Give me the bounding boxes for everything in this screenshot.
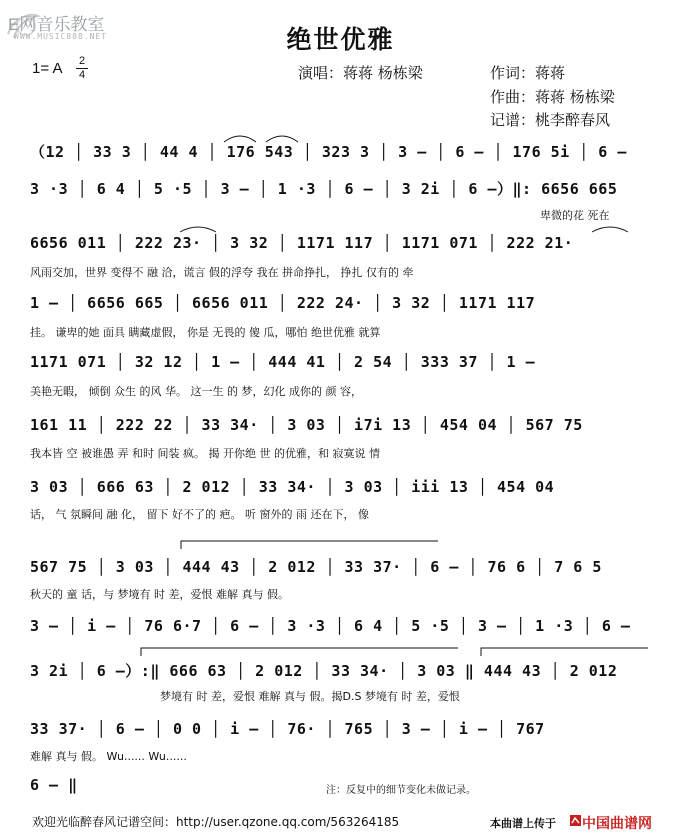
score-line-3-notes: 6656 011 │ 222 23· │ 3 32 │ 1171 117 │ 1171 071 │ 222 21· xyxy=(30,234,574,252)
score-line-5-lyrics: 美艳无暇， 倾倒 众生 的风 华。 这一生 的 梦，幻化 成你的 颜 容， xyxy=(30,385,362,398)
time-signature xyxy=(76,56,88,81)
score-line-4-notes: 1 – │ 6656 665 │ 6656 011 │ 222 24· │ 3 32 │ 1171 117 xyxy=(30,294,536,312)
footnote: 注：反复中的细节变化未做记录。 xyxy=(326,785,476,796)
tie-slur-icon xyxy=(178,222,218,234)
score-line-7-notes: 3 03 │ 666 63 │ 2 012 │ 33 34· │ 3 03 │ iii 13 │ 454 04 xyxy=(30,478,555,496)
volta-bracket-1-icon xyxy=(180,538,440,550)
brand-logo-icon xyxy=(570,815,581,826)
score-line-12-notes: 6 – ‖ xyxy=(30,776,78,794)
tie-slur-icon xyxy=(590,222,630,234)
footer-visit-text: 欢迎光临醉春风记谱空间：http://user.qzone.qq.com/563264185 xyxy=(32,815,400,829)
score-line-3-lyrics: 风雨交加，世界 变得不 融 洽，谎言 假的浮夸 我在 拼命挣扎， 挣扎 仅有的 牵 xyxy=(30,266,414,279)
score-line-6-notes: 161 11 │ 222 22 │ 33 34· │ 3 03 │ i7i 13 │ 454 04 │ 567 75 xyxy=(30,416,583,434)
score-line-2-notes: 3 ·3 │ 6 4 │ 5 ·5 │ 3 – │ 1 ·3 │ 6 – │ 3 2i │ 6 –）‖: 6656 665 xyxy=(30,180,618,198)
triplet-slur-icon xyxy=(222,130,302,144)
score-line-10-notes: 3 2i │ 6 –）:‖ 666 63 │ 2 012 │ 33 34· │ 3 03 ‖ 444 43 │ 2 012 xyxy=(30,662,618,680)
watermark-site-name: E网音乐教室 xyxy=(8,15,105,34)
watermark-site-url: WWW.MUSIC888.NET xyxy=(14,32,108,41)
score-line-7-lyrics: 话， 气 氛瞬间 融 化， 留下 好不了的 疤。 听 窗外的 雨 还在下， 像 xyxy=(30,508,369,521)
score-line-1-notes: （12 │ 33 3 │ 44 4 │ 176 543 │ 323 3 │ 3 – │ 6 – │ 176 5i │ 6 – xyxy=(30,143,627,161)
brand-name: 中国曲谱网 xyxy=(582,816,652,832)
score-line-8-lyrics: 秋天的 童 话，与 梦境有 时 差，爱恨 难解 真与 假。 xyxy=(30,588,289,601)
time-signature-bottom: 4 xyxy=(78,69,86,81)
transcriber-credit: 记谱：桃李醉春风 xyxy=(490,111,611,129)
score-line-11-notes: 33 37· │ 6 – │ 0 0 │ i – │ 76· │ 765 │ 3 – │ i – │ 767 xyxy=(30,720,545,738)
score-line-4-lyrics: 挂。 谦卑的她 面具 瞒藏虚假， 你是 无畏的 傻 瓜，哪怕 绝世优雅 就算 xyxy=(30,326,381,339)
score-line-2-lyrics: 卑微的花 死在 xyxy=(540,209,610,222)
key-signature: 1= A xyxy=(32,60,63,77)
footer-upload-text: 本曲谱上传于 xyxy=(490,817,556,830)
score-line-8-notes: 567 75 │ 3 03 │ 444 43 │ 2 012 │ 33 37· │ 6 – │ 76 6 │ 7 6 5 xyxy=(30,558,602,576)
composer-credit: 作曲：蒋蒋 杨栋梁 xyxy=(490,88,615,106)
song-title: 绝世优雅 xyxy=(286,25,395,54)
lyricist-credit: 作词：蒋蒋 xyxy=(490,64,566,82)
score-line-10-lyrics: 梦境有 时 差，爱恨 难解 真与 假。揭D.S 梦境有 时 差，爱恨 xyxy=(160,690,460,703)
score-line-5-notes: 1171 071 │ 32 12 │ 1 – │ 444 41 │ 2 54 │ 333 37 │ 1 – xyxy=(30,353,536,371)
volta-bracket-3-icon xyxy=(480,645,650,657)
time-signature-top: 2 xyxy=(78,55,86,67)
singer-credit: 演唱：蒋蒋 杨栋梁 xyxy=(298,64,423,82)
volta-bracket-2-icon xyxy=(140,645,460,657)
score-line-6-lyrics: 我本皆 空 被谁愚 弄 和时 间装 疯。 揭 开你绝 世 的优雅，和 寂寞说 情 xyxy=(30,447,380,460)
score-line-9-notes: 3 – │ i – │ 76 6·7 │ 6 – │ 3 ·3 │ 6 4 │ 5 ·5 │ 3 – │ 1 ·3 │ 6 – xyxy=(30,617,631,635)
score-line-11-lyrics: 难解 真与 假。 Wu...... Wu...... xyxy=(30,750,187,763)
